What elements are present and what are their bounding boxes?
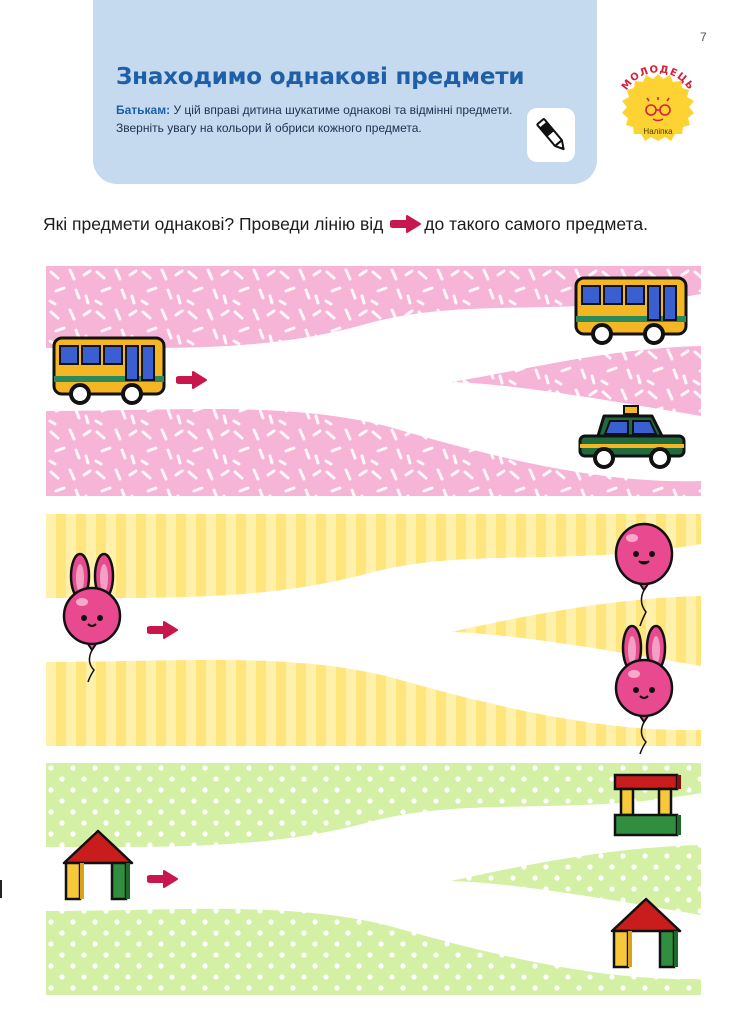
instruction-after: до такого самого предмета. xyxy=(424,214,648,234)
start-arrow-icon xyxy=(147,620,179,640)
instruction-text xyxy=(43,214,648,235)
start-arrow-icon xyxy=(147,869,179,889)
sticker-badge[interactable] xyxy=(609,54,707,162)
pencil-button[interactable] xyxy=(527,108,575,162)
start-arrow-icon xyxy=(176,370,208,390)
bunny-balloon-option-icon[interactable] xyxy=(612,624,676,756)
block-arch-icon[interactable] xyxy=(611,771,687,841)
bus-option-icon[interactable] xyxy=(574,276,688,346)
page-title: Знаходимо однакові предмети xyxy=(116,64,525,90)
sticker-bottom-text: Наліпка xyxy=(643,127,673,136)
block-house-option-icon[interactable] xyxy=(608,895,684,973)
parents-label: Батькам: xyxy=(116,103,171,117)
parents-note-line-2: Зверніть увагу на кольори й обриси кожного предмета. xyxy=(116,121,422,135)
arrow-icon xyxy=(390,214,422,234)
bus-icon[interactable] xyxy=(52,336,166,406)
block-house-icon[interactable] xyxy=(60,827,136,905)
match-panel-blocks xyxy=(46,763,701,995)
balloon-icon[interactable] xyxy=(612,520,676,628)
match-panel-balloons xyxy=(46,514,701,746)
parents-note-line-1: У цій вправі дитина шукатиме однакові та відмінні предмети. xyxy=(170,103,513,117)
pencil-icon xyxy=(527,108,575,162)
parents-info-box xyxy=(93,0,597,184)
match-panel-vehicles xyxy=(46,266,701,496)
page-edge-mark xyxy=(0,880,2,898)
bunny-balloon-icon[interactable] xyxy=(60,552,124,684)
parents-note xyxy=(116,101,536,137)
taxi-icon[interactable] xyxy=(578,404,686,476)
sticker-top-text: МОЛОДЕЦЬ xyxy=(619,64,697,93)
instruction-before: Які предмети однакові? Проведи лінію від xyxy=(43,214,384,234)
page-number: 7 xyxy=(700,30,707,44)
